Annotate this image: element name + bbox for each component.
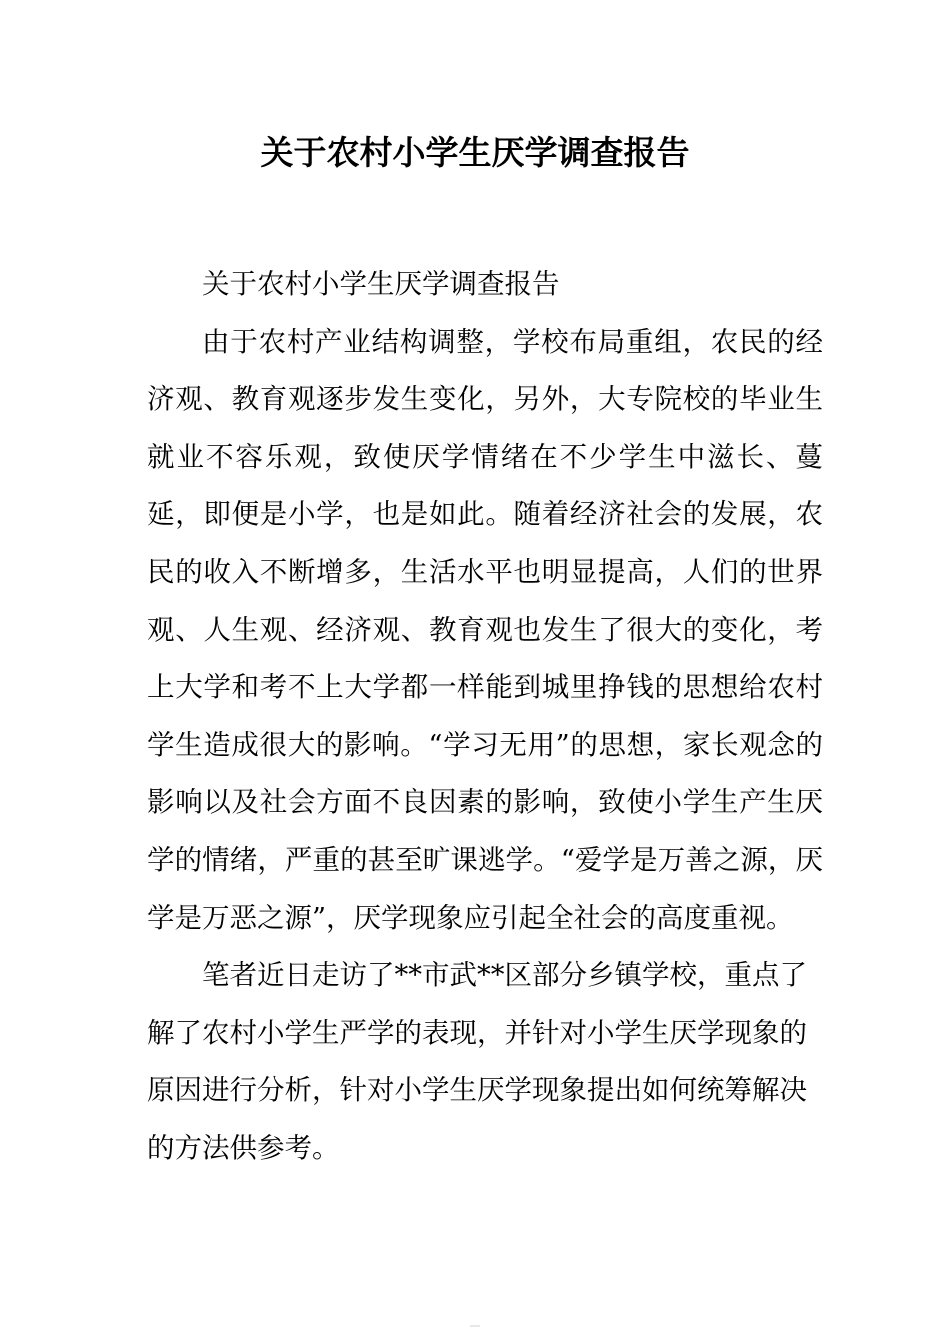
document-title: 关于农村小学生厌学调查报告 <box>260 133 690 172</box>
document-body <box>147 256 823 1178</box>
paragraph-subtitle: 关于农村小学生厌学调查报告 <box>202 268 560 300</box>
paragraph-background: 由于农村产业结构调整，学校布局重组，农民的经济观、教育观逐步发生变化，另外，大专院校的毕业生就业不容乐观，致使厌学情绪在不少学生中滋长、蔓延，即便是小学，也是如此。随着经济社会的发展，农民的收入不断增多，生活水平也明显提高，人们的世界观、人生观、经济观、教育观也发生了很大的变化，考上大学和考不上大学都一样能到城里挣钱的思想给农村学生造成很大的影响。“学习无用”的思想，家长观念的影响以及社会方面不良因素的影响，致使小学生产生厌学的情绪，严重的甚至旷课逃学。“爱学是万善之源，厌学是万恶之源”，厌学现象应引起全社会的高度重视。 <box>147 325 823 934</box>
page-footer-mark <box>470 1325 480 1327</box>
paragraph-survey: 笔者近日走访了**市武**区部分乡镇学校，重点了解了农村小学生严学的表现，并针对小学生厌学现象的原因进行分析，针对小学生厌学现象提出如何统筹解决的方法供参考。 <box>147 959 807 1164</box>
